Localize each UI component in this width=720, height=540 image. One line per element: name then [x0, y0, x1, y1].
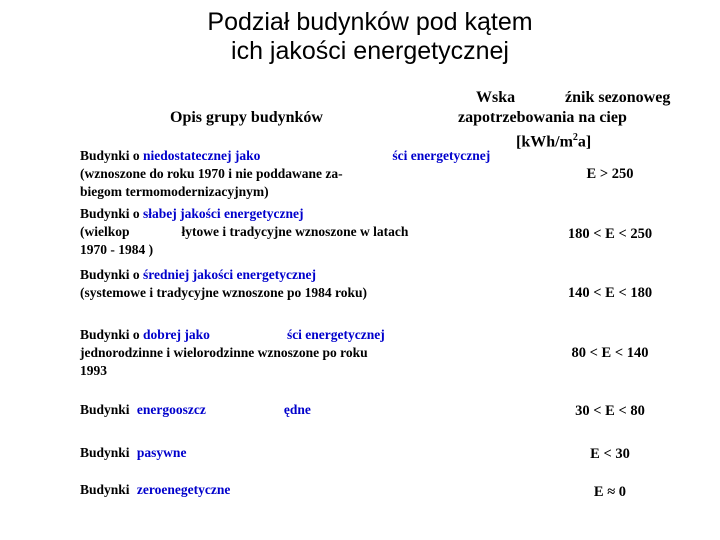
table-row — [80, 401, 680, 419]
slide-title — [0, 8, 720, 66]
row-detail: (wznoszone do roku 1970 i nie poddawane za- — [80, 166, 343, 181]
row-value: E < 30 — [590, 446, 630, 462]
row-detail: (wielkop — [80, 224, 130, 239]
value-header-unit-b: a] — [577, 133, 592, 151]
row-detail: biegom termomodernizacyjnym) — [80, 184, 269, 199]
value-header-unit-sup: 2 — [572, 132, 578, 143]
row-description — [80, 326, 520, 380]
table-row — [80, 481, 680, 499]
row-quality-cont: ści energetycznej — [286, 327, 385, 342]
row-detail: (systemowe i tradycyjne wznoszone po 1984 roku) — [80, 285, 367, 300]
title-line-1: Podział budynków pod kątem — [207, 8, 533, 36]
table-row — [80, 326, 680, 380]
row-quality: niedostatecznej jako — [143, 148, 261, 163]
value-header-line-2: zapotrzebowania na ciep — [458, 109, 627, 126]
row-quality: energooszcz — [136, 402, 206, 417]
row-description — [80, 444, 520, 462]
row-value: E > 250 — [586, 166, 634, 182]
row-detail: jednorodzinne i wielorodzinne wznoszone po roku — [80, 345, 368, 360]
row-detail: 1993 — [80, 363, 107, 378]
row-quality-cont: ędne — [283, 402, 311, 417]
row-quality: średniej jakości energetycznej — [143, 267, 316, 282]
row-detail-cont: łytowe i tradycyjne wznoszone w latach — [181, 224, 409, 239]
row-prefix: Budynki o — [80, 148, 144, 163]
row-value: 140 < E < 180 — [567, 285, 653, 301]
title-line-2: ich jakości energetycznej — [231, 37, 509, 65]
row-value: 30 < E < 80 — [575, 403, 645, 419]
row-quality: zeroenegetyczne — [136, 482, 231, 497]
value-header-unit-a: [kWh/m — [516, 133, 573, 151]
value-header-line-1b: źnik sezonoweg — [565, 89, 671, 106]
row-value: E ≈ 0 — [593, 484, 627, 500]
row-prefix: Budynki — [80, 482, 133, 497]
row-prefix: Budynki o — [80, 267, 144, 282]
row-value: 180 < E < 250 — [567, 226, 653, 242]
row-quality: słabej jakości energetycznej — [143, 206, 304, 221]
table-row — [80, 205, 680, 259]
row-description — [80, 401, 520, 419]
row-prefix: Budynki o — [80, 327, 144, 342]
row-value: 80 < E < 140 — [571, 345, 649, 361]
table-row — [80, 266, 680, 302]
row-detail: 1970 - 1984 ) — [80, 242, 154, 257]
row-prefix: Budynki — [80, 402, 133, 417]
row-description — [80, 481, 520, 499]
table-row — [80, 147, 680, 201]
row-description — [80, 205, 520, 259]
row-description — [80, 266, 520, 302]
row-description — [80, 147, 520, 201]
description-column-header: Opis grupy budynków — [170, 109, 323, 126]
row-quality: pasywne — [136, 445, 187, 460]
row-quality: dobrej jako — [143, 327, 210, 342]
value-header-line-1a: Wska — [476, 89, 516, 106]
row-prefix: Budynki o — [80, 206, 144, 221]
row-quality-cont: ści energetycznej — [392, 148, 491, 163]
row-prefix: Budynki — [80, 445, 133, 460]
table-row — [80, 444, 680, 462]
